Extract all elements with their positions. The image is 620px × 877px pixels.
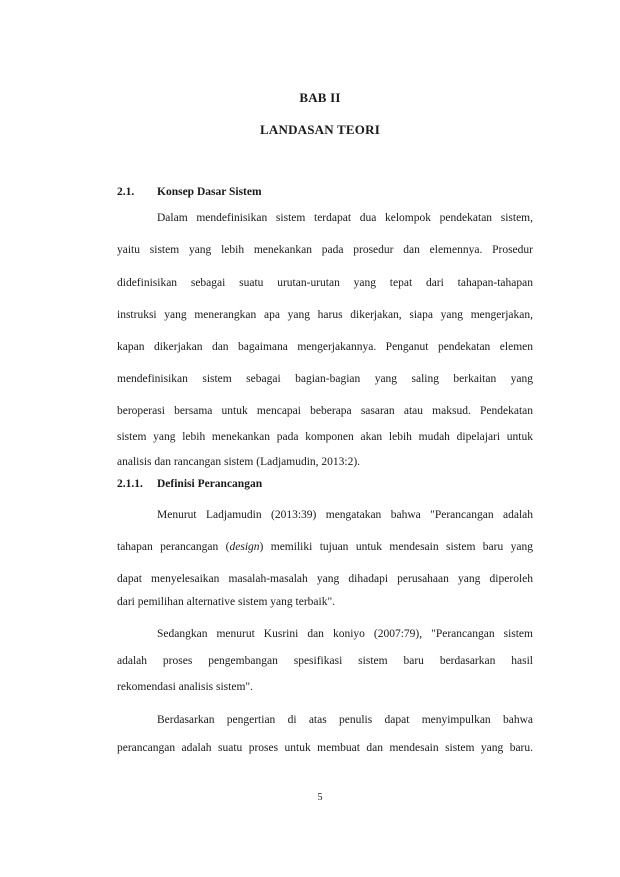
section-number: 2.1. <box>117 186 135 198</box>
section-heading-2-1-1 <box>117 478 262 490</box>
paragraph-line: dapat menyelesaikan masalah-masalah yang dihadapi perusahaan yang diperoleh <box>117 573 533 585</box>
paragraph-line: sistem yang lebih menekankan pada komponen akan lebih mudah dipelajari untuk <box>117 431 533 443</box>
paragraph-line: Menurut Ladjamudin (2013:39) mengatakan bahwa "Perancangan adalah <box>157 509 533 521</box>
paragraph-line: beroperasi bersama untuk mencapai beberapa sasaran atau maksud. Pendekatan <box>117 405 533 417</box>
paragraph-line: perancangan adalah suatu proses untuk membuat dan mendesain sistem yang baru. <box>117 742 533 754</box>
section-heading-2-1 <box>117 186 262 198</box>
paragraph-line: analisis dan rancangan sistem (Ladjamudin, 2013:2). <box>117 456 361 468</box>
paragraph-line: Dalam mendefinisikan sistem terdapat dua kelompok pendekatan sistem, <box>157 212 533 224</box>
chapter-title: LANDASAN TEORI <box>260 122 380 137</box>
paragraph-line: rekomendasi analisis sistem". <box>117 681 253 693</box>
text-run: ) memiliki tujuan untuk mendesain sistem baru yang <box>259 541 533 553</box>
paragraph-line: didefinisikan sebagai suatu urutan-urutan yang tepat dari tahapan-tahapan <box>117 277 533 289</box>
paragraph-line: instruksi yang menerangkan apa yang harus dikerjakan, siapa yang mengerjakan, <box>117 309 533 321</box>
paragraph-line: yaitu sistem yang lebih menekankan pada prosedur dan elemennya. Prosedur <box>117 244 533 256</box>
chapter-label: BAB II <box>299 90 341 105</box>
section-title: Definisi Perancangan <box>157 478 263 490</box>
page-number: 5 <box>317 792 323 803</box>
paragraph-line: mendefinisikan sistem sebagai bagian-bagian yang saling berkaitan yang <box>117 373 533 385</box>
text-run: tahapan perancangan ( <box>117 541 230 553</box>
paragraph-line: dari pemilihan alternative sistem yang terbaik". <box>117 596 336 608</box>
paragraph-line <box>117 540 533 554</box>
section-number: 2.1.1. <box>117 478 143 490</box>
paragraph-line: Sedangkan menurut Kusrini dan koniyo (2007:79), "Perancangan sistem <box>157 628 533 640</box>
paragraph-line: adalah proses pengembangan spesifikasi sistem baru berdasarkan hasil <box>117 655 533 667</box>
paragraph-line: kapan dikerjakan dan bagaimana mengerjakannya. Penganut pendekatan elemen <box>117 341 533 353</box>
section-title: Konsep Dasar Sistem <box>157 186 262 198</box>
paragraph-line: Berdasarkan pengertian di atas penulis dapat menyimpulkan bahwa <box>157 714 533 726</box>
italic-term: design <box>229 541 260 553</box>
